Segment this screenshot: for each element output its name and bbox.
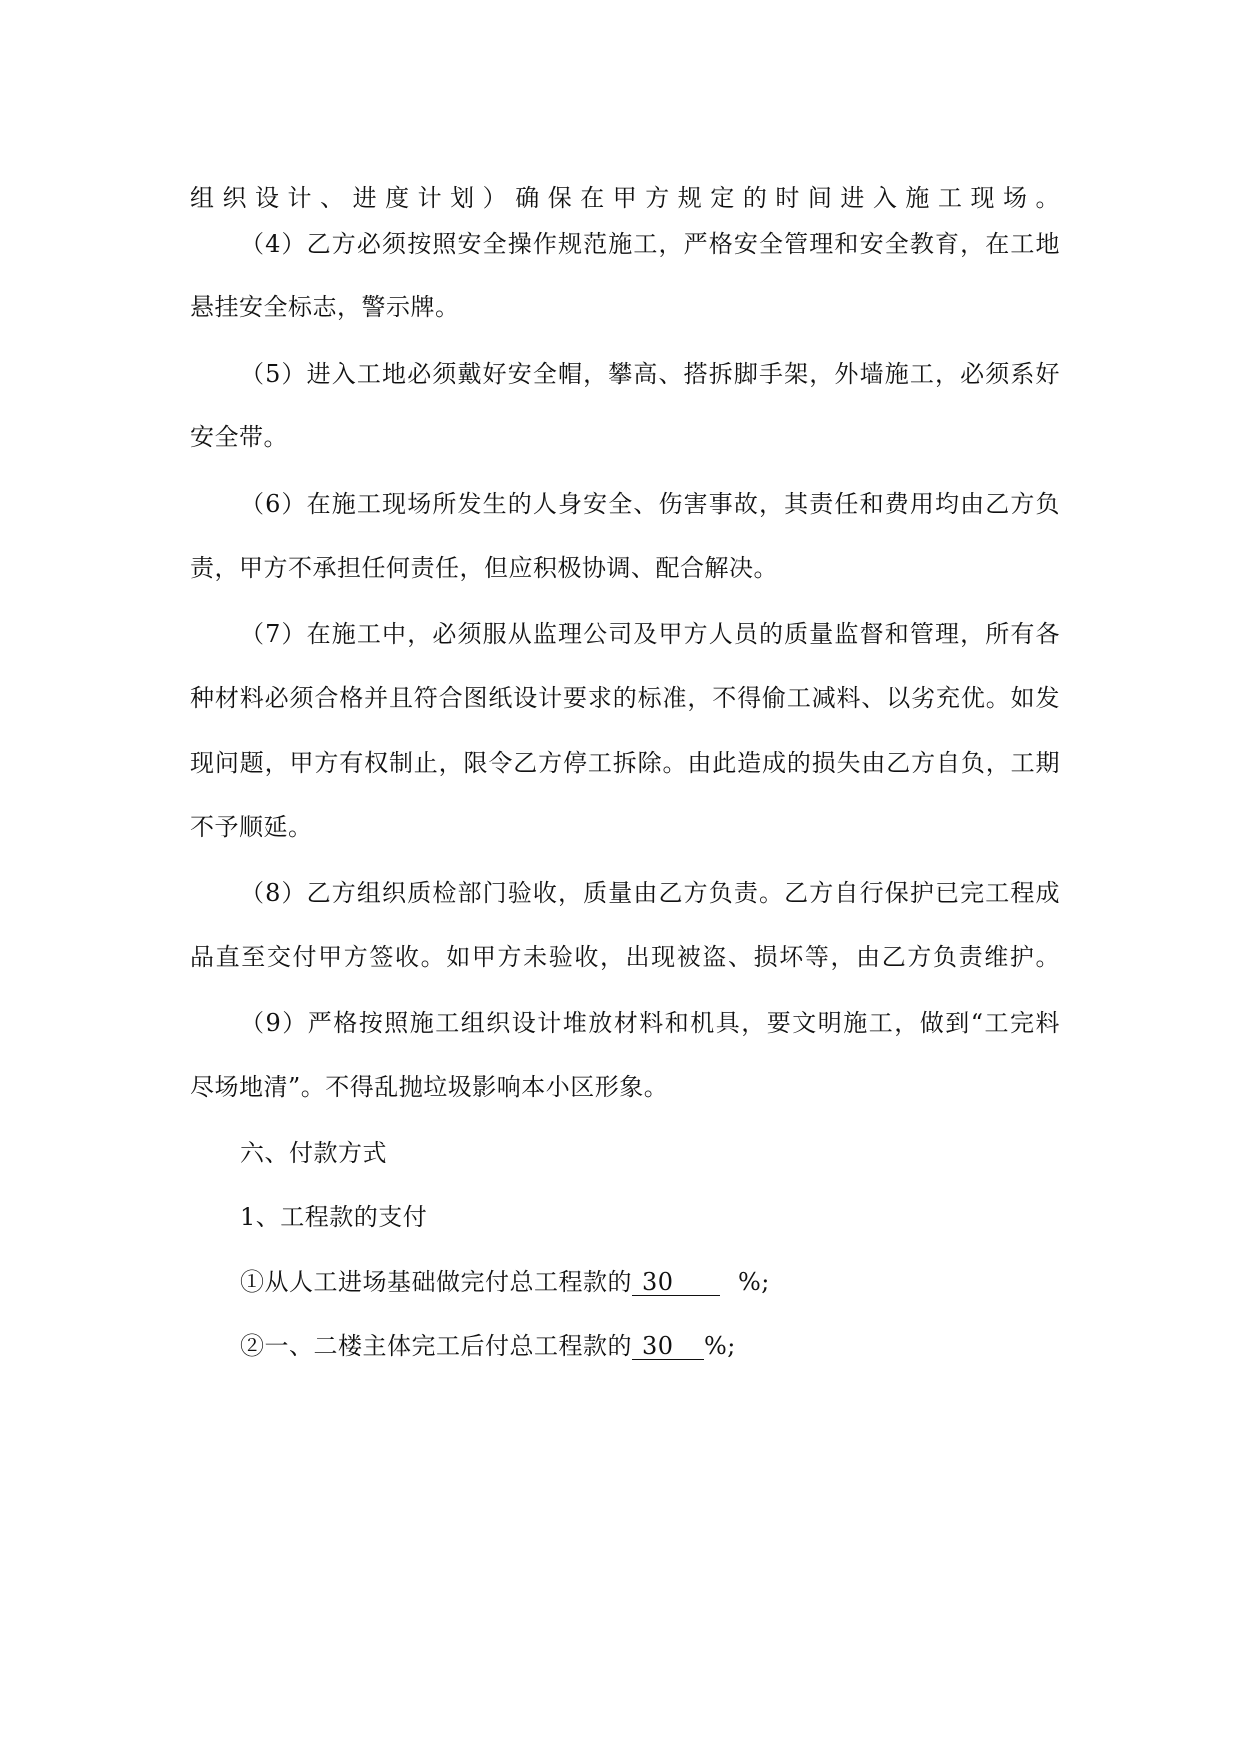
- paragraph-line: 组织设计、进度计划）确保在甲方规定的时间进入施工现场。: [190, 184, 1060, 212]
- subsection-heading: 1、工程款的支付: [240, 1203, 428, 1231]
- clause-5-line-2: 安全带。: [190, 423, 288, 451]
- payment-item-1-text: ①从人工进场基础做完付总工程款的: [240, 1268, 632, 1296]
- clause-9-line-1: （9）严格按照施工组织设计堆放材料和机具，要文明施工，做到“工完料: [240, 1009, 1060, 1037]
- clause-6-line-2: 责，甲方不承担任何责任，但应积极协调、配合解决。: [190, 554, 778, 582]
- clause-7-line-1: （7）在施工中，必须服从监理公司及甲方人员的质量监督和管理，所有各: [240, 620, 1060, 648]
- clause-4-line-2: 悬挂安全标志，警示牌。: [190, 293, 460, 321]
- clause-6-line-1: （6）在施工现场所发生的人身安全、伤害事故，其责任和费用均由乙方负: [240, 490, 1060, 518]
- clause-7-line-2: 种材料必须合格并且符合图纸设计要求的标准，不得偷工减料、以劣充优。如发: [190, 684, 1060, 712]
- clause-8-line-1: （8）乙方组织质检部门验收，质量由乙方负责。乙方自行保护已完工程成: [240, 879, 1060, 907]
- payment-item-2-text: ②一、二楼主体完工后付总工程款的: [240, 1332, 632, 1360]
- clause-7-line-4: 不予顺延。: [190, 813, 313, 841]
- clause-9-line-2: 尽场地清”。不得乱抛垃圾影响本小区形象。: [190, 1073, 669, 1101]
- section-heading-payment: 六、付款方式: [240, 1139, 387, 1167]
- payment-item-1: [240, 1266, 1060, 1298]
- payment-item-2: [240, 1330, 1060, 1362]
- clause-8-line-2: 品直至交付甲方签收。如甲方未验收，出现被盗、损坏等，由乙方负责维护。: [190, 943, 1060, 971]
- payment-item-1-suffix: %;: [738, 1268, 770, 1296]
- payment-item-2-value: 30: [632, 1333, 704, 1360]
- payment-item-1-value: 30: [632, 1269, 720, 1296]
- payment-item-2-suffix: %;: [704, 1332, 736, 1360]
- clause-5-line-1: （5）进入工地必须戴好安全帽，攀高、搭拆脚手架，外墙施工，必须系好: [240, 360, 1060, 388]
- clause-7-line-3: 现问题，甲方有权制止，限令乙方停工拆除。由此造成的损失由乙方自负，工期: [190, 749, 1060, 777]
- clause-4-line-1: （4）乙方必须按照安全操作规范施工，严格安全管理和安全教育，在工地: [240, 230, 1060, 258]
